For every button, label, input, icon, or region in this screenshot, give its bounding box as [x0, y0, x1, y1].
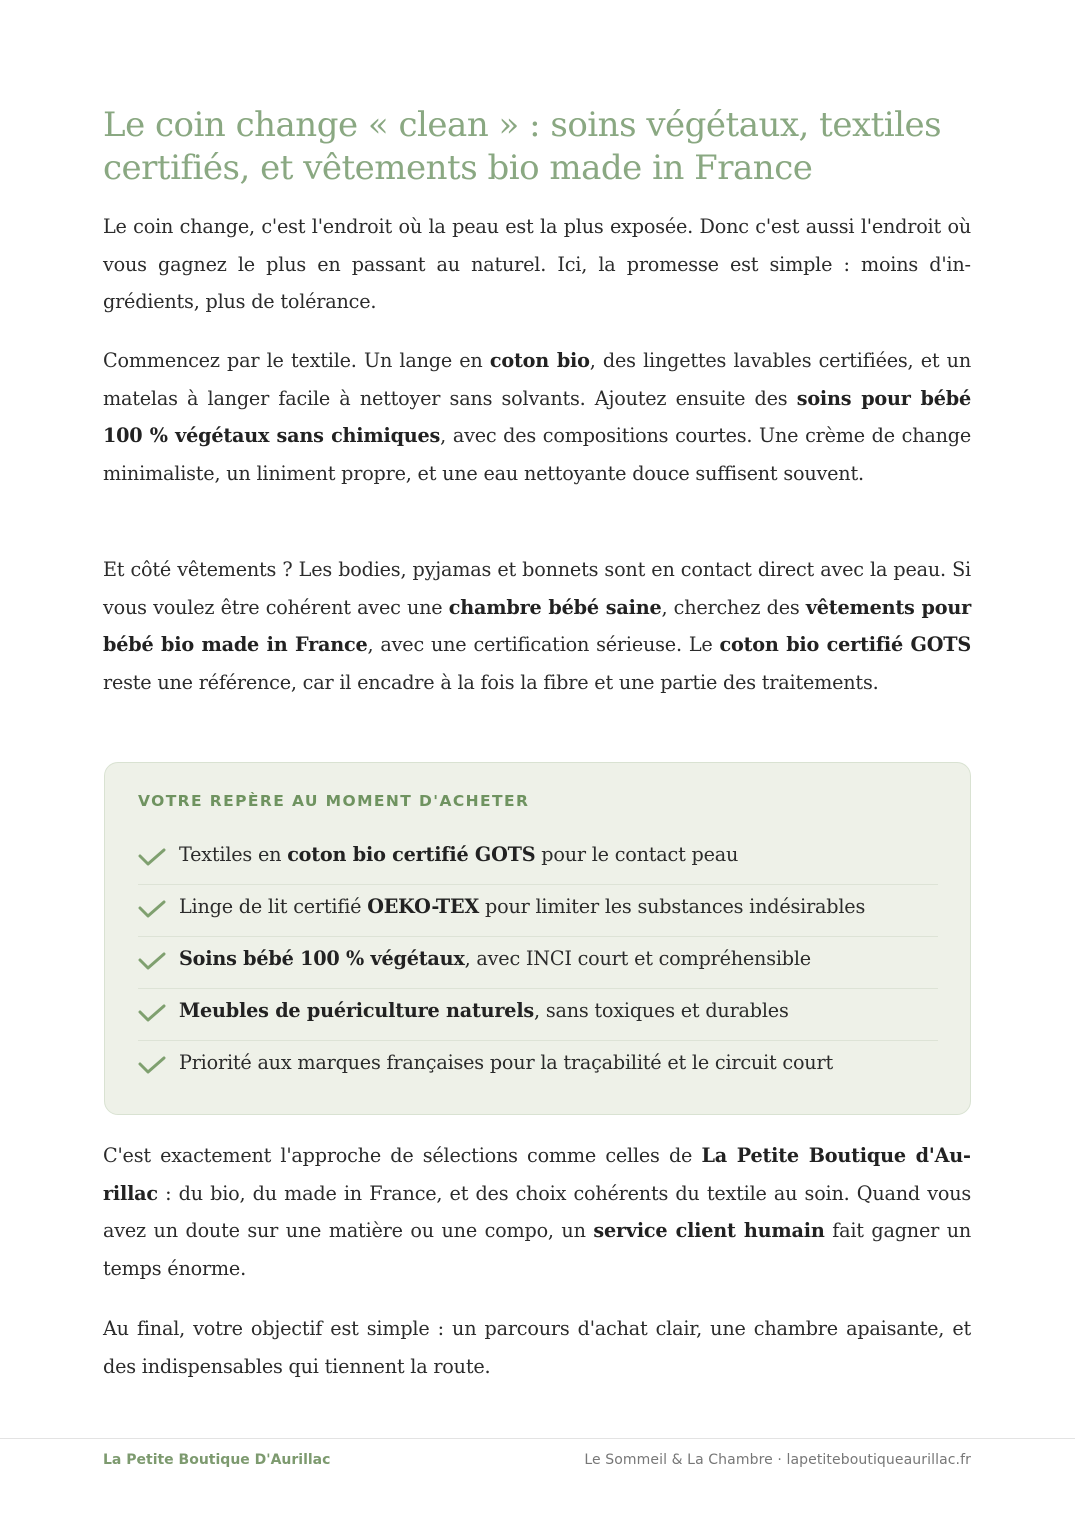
footer-divider — [0, 1438, 1075, 1439]
checklist-item-text: Meubles de puériculture naturels, sans toxiques et durables — [179, 999, 789, 1022]
buying-checklist-callout — [104, 762, 971, 1115]
callout-title: VOTRE REPÈRE AU MOMENT D'ACHETER — [138, 792, 530, 810]
checklist — [138, 833, 938, 1093]
emphasis-text: coton bio — [489, 349, 590, 372]
emphasis-text: La Petite Boutique d'Aurillac — [103, 1144, 971, 1205]
check-icon — [138, 951, 166, 971]
emphasis-text: coton bio certifié GOTS — [287, 843, 536, 866]
checklist-item — [138, 1041, 938, 1093]
check-icon — [138, 899, 166, 919]
emphasis-text: Meubles de puériculture naturels — [179, 999, 535, 1022]
checklist-item-text: Textiles en coton bio certifié GOTS pour le contact peau — [179, 843, 739, 866]
checklist-item — [138, 989, 938, 1041]
check-icon — [138, 1055, 166, 1075]
paragraph-textile: Commencez par le textile. Un lange en coton bio, des lingettes lavables certifiées, et un matelas à langer facile à nettoyer sans solvants. Ajoutez ensuite des soins pour bébé 100 % végétaux sans chimiques, avec des compositions courtes. Une crème de change minimaliste, un liniment propre, et une eau nettoyante douce suffisent souvent. — [103, 349, 971, 485]
footer-brand: La Petite Boutique D'Aurillac — [103, 1452, 331, 1468]
emphasis-text: service client humain — [593, 1219, 825, 1243]
paragraph-boutique: C'est exactement l'approche de sélections comme celles de La Petite Boutique d'Aurillac : du bio, du made in France, et des choix cohérents du textile au soin. Quand vous avez un doute sur une matière ou une compo, un service client humain fait gagner un temps énorme. — [103, 1144, 972, 1280]
checklist-item-text: Priorité aux marques françaises pour la traçabilité et le circuit court — [179, 1051, 833, 1074]
emphasis-text: Soins bébé 100 % végétaux — [179, 947, 465, 970]
paragraph-clothing: Et côté vêtements ? Les bodies, pyjamas et bonnets sont en contact direct avec la peau. Si vous voulez être cohérent avec une chambre bébé saine, cherchez des vêtements pour bébé bio made in France, avec une certification sérieuse. Le coton bio certifié GOTS reste une référence, car il encadre à la fois la fibre et une partie des traitements. — [103, 558, 971, 694]
paragraph-intro: Le coin change, c'est l'endroit où la peau est la plus exposée. Donc c'est aussi l'endroit où vous gagnez le plus en passant au naturel. Ici, la promesse est simple : moins d'ingrédients, plus de tolérance. — [103, 215, 971, 314]
checklist-item — [138, 937, 938, 989]
check-icon — [138, 1003, 166, 1023]
checklist-item-text: Soins bébé 100 % végétaux, avec INCI court et compréhensible — [179, 947, 811, 970]
paragraph-conclusion: Au final, votre objectif est simple : un parcours d'achat clair, une chambre apaisante, et des indispensables qui tiennent la route. — [103, 1317, 971, 1378]
checklist-item-text: Linge de lit certifié OEKO-TEX pour limiter les substances indésirables — [179, 895, 866, 918]
footer-site-info: Le Sommeil & La Chambre · lapetiteboutiqueaurillac.fr — [584, 1452, 971, 1468]
emphasis-text: coton bio certifié GOTS — [719, 633, 971, 657]
emphasis-text: chambre bébé saine — [448, 595, 662, 619]
emphasis-text: vêtements pour bébé bio made in France — [103, 595, 971, 657]
checklist-item — [138, 833, 938, 885]
emphasis-text: soins pour bébé 100 % végétaux sans chimiques — [103, 386, 971, 448]
emphasis-text: OEKO-TEX — [367, 895, 480, 918]
checklist-item — [138, 885, 938, 937]
article-title: Le coin change « clean » : soins végétaux, textiles certifiés, et vêtements bio made in France — [103, 105, 942, 188]
check-icon — [138, 847, 166, 867]
